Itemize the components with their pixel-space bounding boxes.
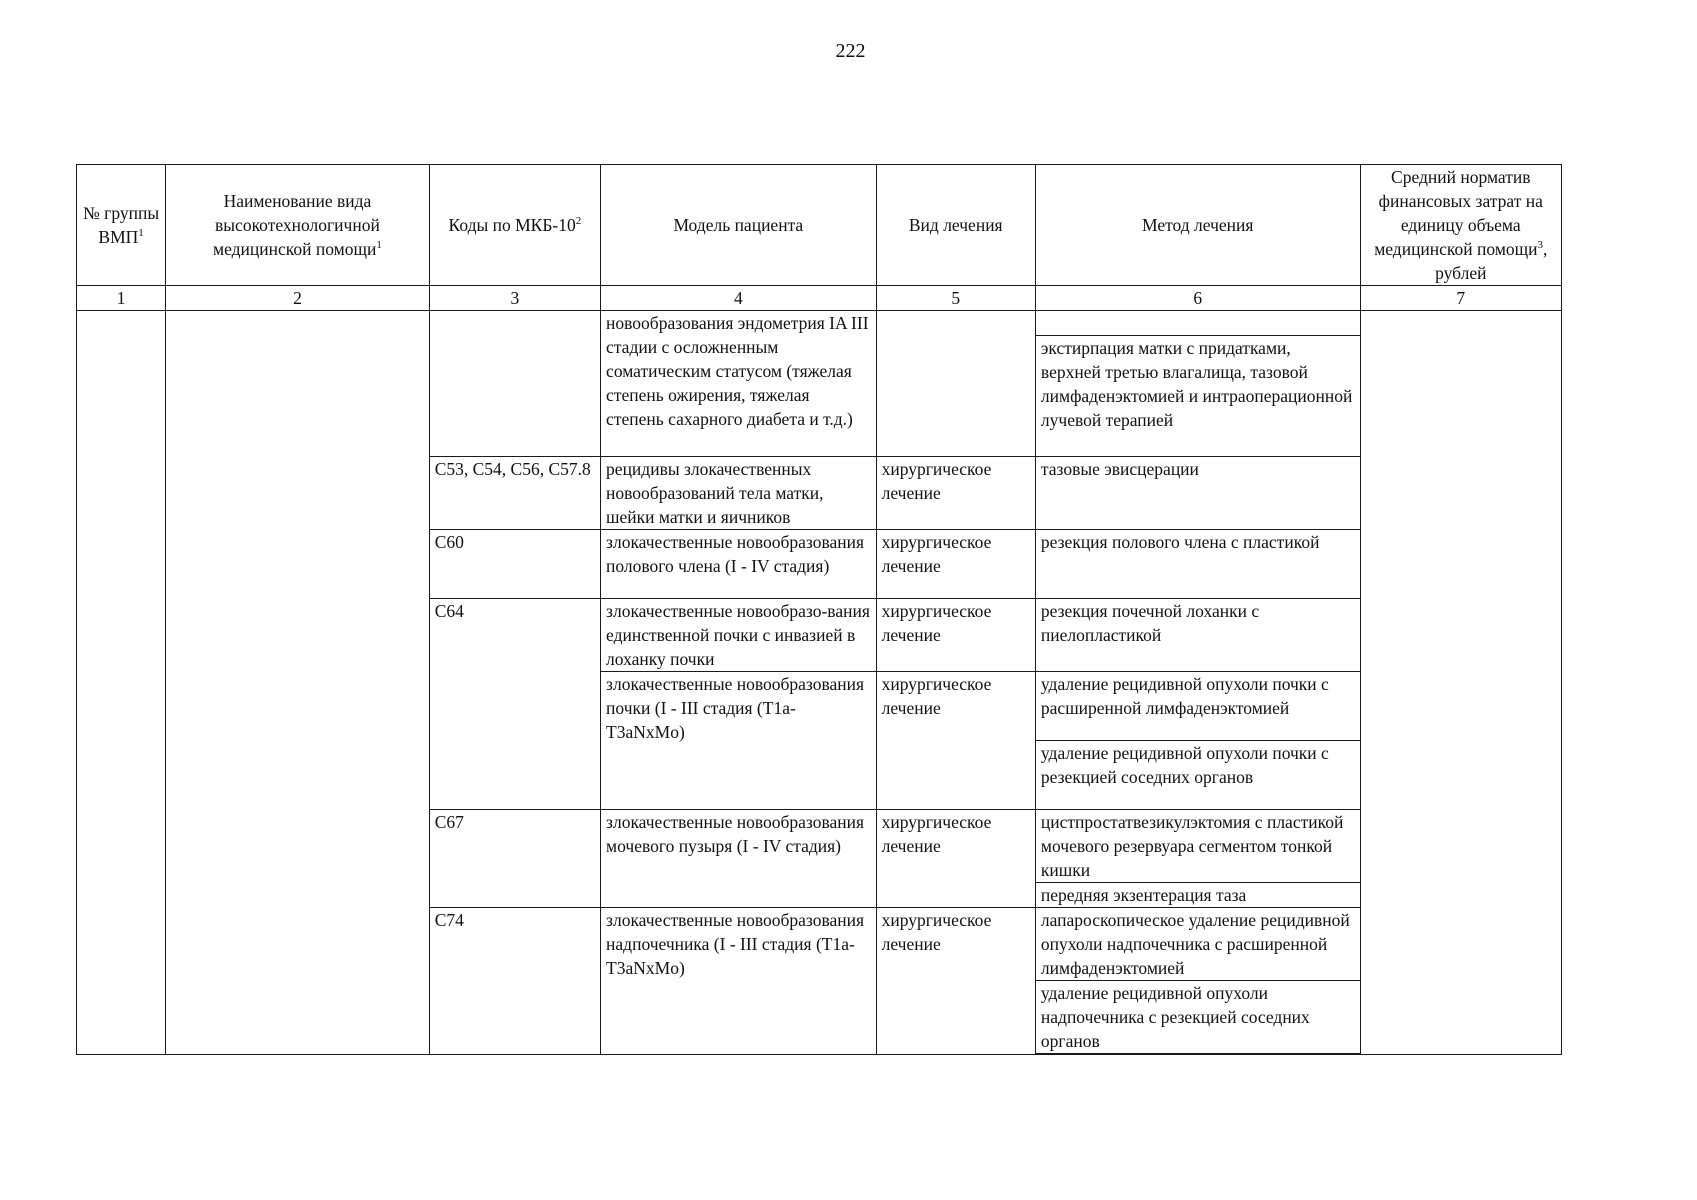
treatment-method-cell: цистпростатвезикулэктомия с пластикой мочевого резервуара сегментом тонкой кишки bbox=[1035, 810, 1360, 883]
group-number-cell bbox=[77, 311, 166, 1055]
table-row bbox=[77, 311, 1562, 457]
patient-model-cell: рецидивы злокачественных новообразований тела матки, шейки матки и яичников bbox=[601, 457, 877, 530]
vmp-table bbox=[76, 164, 1562, 1055]
column-number-row bbox=[77, 286, 1562, 311]
cost-norm-cell bbox=[1360, 311, 1561, 1055]
treatment-method-cell: передняя экзентерация таза bbox=[1035, 883, 1360, 908]
treatment-method-cell: тазовые эвисцерации bbox=[1035, 457, 1360, 530]
treatment-type-cell: хирургическое лечение bbox=[876, 457, 1035, 530]
filler-cell bbox=[1035, 1054, 1360, 1055]
icd-code-cell: C74 bbox=[429, 908, 600, 1055]
treatment-type-cell: хирургическое лечение bbox=[876, 810, 1035, 908]
header-group-number: № группы ВМП$^1$ bbox=[77, 165, 166, 286]
header-treatment-type: Вид лечения bbox=[876, 165, 1035, 286]
page-number: 222 bbox=[835, 40, 866, 62]
column-number: 2 bbox=[166, 286, 430, 311]
patient-model-cell: злокачественные новообразования мочевого пузыря (I - IV стадия) bbox=[601, 810, 877, 908]
treatment-method-cell: удаление рецидивной опухоли надпочечника с резекцией соседних органов bbox=[1035, 981, 1360, 1054]
header-cost-norm: Средний норматив финансовых затрат на единицу объема медицинской помощи$^3$, рублей bbox=[1360, 165, 1561, 286]
header-treatment-method: Метод лечения bbox=[1035, 165, 1360, 286]
column-number: 7 bbox=[1360, 286, 1561, 311]
header-icd-codes: Коды по МКБ-$10^2$ bbox=[429, 165, 600, 286]
icd-code-cell bbox=[429, 311, 600, 457]
icd-code-cell: C53, C54, C56, C57.8 bbox=[429, 457, 600, 530]
column-number: 1 bbox=[77, 286, 166, 311]
column-number: 3 bbox=[429, 286, 600, 311]
header-patient-model: Модель пациента bbox=[601, 165, 877, 286]
treatment-type-cell: хирургическое лечение bbox=[876, 672, 1035, 810]
treatment-method-cell: удаление рецидивной опухоли почки с резекцией соседних органов bbox=[1035, 741, 1360, 810]
patient-model-cell: злокачественные новообразования почки (I - III стадия (T1a-T3aNxMo) bbox=[601, 672, 877, 810]
patient-model-cell: новообразования эндометрия IA III стадии с осложненным соматическим статусом (тяжелая степень ожирения, тяжелая степень сахарного диабета и т.д.) bbox=[601, 311, 877, 457]
care-type-name-cell bbox=[166, 311, 430, 1055]
patient-model-cell: злокачественные новообразования полового члена (I - IV стадия) bbox=[601, 530, 877, 599]
column-number: 4 bbox=[601, 286, 877, 311]
icd-code-cell: C67 bbox=[429, 810, 600, 908]
treatment-type-cell: хирургическое лечение bbox=[876, 599, 1035, 672]
column-number: 6 bbox=[1035, 286, 1360, 311]
treatment-method-cell: удаление рецидивной опухоли почки с расширенной лимфаденэктомией bbox=[1035, 672, 1360, 741]
treatment-type-cell bbox=[876, 311, 1035, 457]
method-text: экстирпация матки с придатками, верхней третью влагалища, тазовой лимфаденэктомией и интраоперационной лучевой терапией bbox=[1040, 338, 1353, 430]
header-care-type-name: Наименование вида высокотехнологичной медицинской помощи$^1$ bbox=[166, 165, 430, 286]
treatment-method-cell bbox=[1035, 311, 1360, 457]
treatment-method-cell: резекция полового члена с пластикой bbox=[1035, 530, 1360, 599]
icd-code-cell: C60 bbox=[429, 530, 600, 599]
treatment-method-cell: лапароскопическое удаление рецидивной опухоли надпочечника с расширенной лимфаденэктомией bbox=[1035, 908, 1360, 981]
patient-model-cell: злокачественные новообразования надпочечника (I - III стадия (T1a-T3aNxMo) bbox=[601, 908, 877, 1055]
patient-model-cell: злокачественные новообразо-вания единственной почки с инвазией в лоханку почки bbox=[601, 599, 877, 672]
treatment-method-cell: резекция почечной лоханки с пиелопластикой bbox=[1035, 599, 1360, 672]
blank-method-line bbox=[1036, 311, 1360, 336]
icd-code-cell: C64 bbox=[429, 599, 600, 810]
header-row bbox=[77, 165, 1562, 286]
treatment-type-cell: хирургическое лечение bbox=[876, 530, 1035, 599]
column-number: 5 bbox=[876, 286, 1035, 311]
treatment-type-cell: хирургическое лечение bbox=[876, 908, 1035, 1055]
